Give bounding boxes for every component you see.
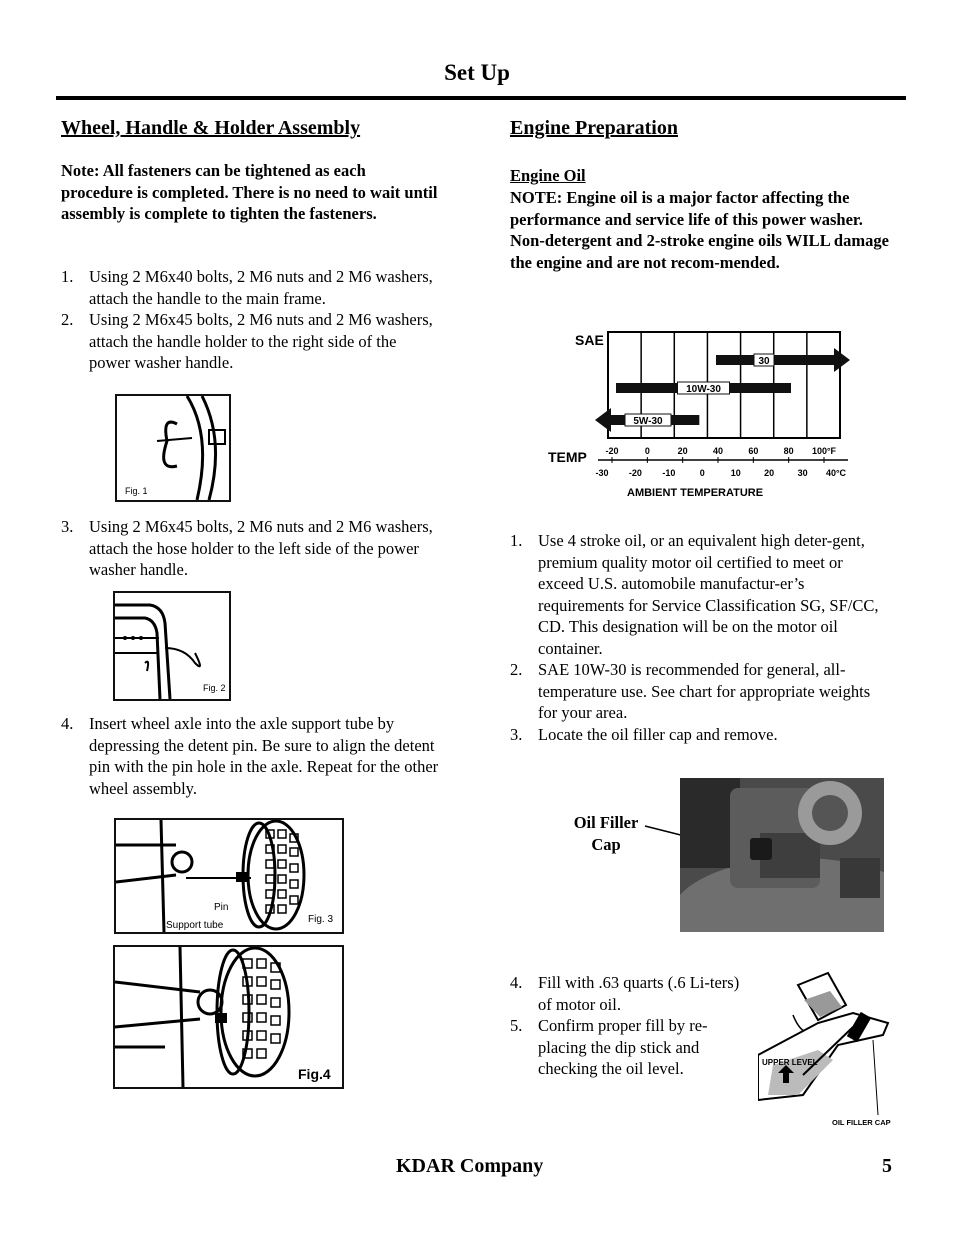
- dipstick-diagram: [758, 965, 898, 1135]
- right-heading: Engine Preparation: [510, 117, 678, 139]
- f-tick-label: 40: [712, 446, 724, 456]
- list-item: 2. Using 2 M6x45 bolts, 2 M6 nuts and 2 M6 washers, attach the handle holder to the right side of the power washer handle.: [61, 310, 433, 372]
- sae-bar-label: 10W-30: [686, 384, 721, 395]
- footer-company: KDAR Company: [396, 1155, 544, 1177]
- oil-filler-cap-dip-label: OIL FILLER CAP: [832, 1118, 891, 1127]
- c-tick-label: 20: [764, 468, 775, 478]
- chart-xlabel: AMBIENT TEMPERATURE: [627, 487, 764, 499]
- c-tick-label: 10: [730, 468, 741, 478]
- left-step-3: [61, 516, 439, 581]
- c-tick-label: 30: [797, 468, 808, 478]
- list-item: 4. Fill with .63 quarts (.6 Li-ters) of motor oil.: [510, 973, 740, 1014]
- list-item: 3. Locate the oil filler cap and remove.: [510, 724, 778, 744]
- temp-label: TEMP: [548, 449, 587, 465]
- figure-2: [113, 591, 231, 701]
- page-number: 5: [882, 1155, 892, 1177]
- f-tick-label: 100°F: [811, 446, 837, 456]
- c-tick-label: 0: [699, 468, 705, 478]
- sae-label: SAE: [575, 332, 604, 348]
- right-steps-4-5: [510, 972, 740, 1080]
- c-tick-label: -10: [662, 468, 676, 478]
- sae-chart-svg: [540, 320, 855, 510]
- c-tick-label: 40°C: [825, 468, 847, 478]
- f-tick-label: 0: [644, 446, 650, 456]
- figure-1: [115, 394, 231, 502]
- fig2-label: Fig. 2: [203, 683, 226, 693]
- fig3-label: Fig. 3: [308, 914, 334, 925]
- page-title: Set Up: [444, 60, 510, 85]
- fig4-label: Fig.4: [298, 1066, 331, 1082]
- f-tick-label: 60: [748, 446, 759, 456]
- engine-photo: [680, 778, 884, 932]
- fig3-pin-label: Pin: [214, 902, 229, 913]
- left-note: Note: All fasteners can be tightened as each procedure is completed. There is no need to wait until assembly is complete to tighten the fasteners.: [61, 161, 438, 223]
- list-item: 4. Insert wheel axle into the axle support tube by depressing the detent pin. Be sure to align the detent pin with the pin hole in the axle. Repeat for the other wheel assembly.: [61, 714, 439, 798]
- title-rule: [56, 96, 906, 100]
- left-heading: Wheel, Handle & Holder Assembly: [61, 117, 361, 139]
- left-step-4: [61, 713, 443, 799]
- f-tick-label: -20: [605, 446, 619, 456]
- engine-oil-subheading: Engine Oil: [510, 166, 586, 185]
- fig3-support-label: Support tube: [166, 920, 224, 931]
- list-item: 2. SAE 10W-30 is recommended for general, all-temperature use. See chart for appropriate weights for your area.: [510, 660, 871, 722]
- sae-arrow-right: [834, 348, 850, 372]
- sae-arrow-left: [595, 408, 611, 432]
- sae-chart: [540, 320, 855, 510]
- figure-3: [114, 818, 344, 934]
- list-item: 5. Confirm proper fill by re-placing the dip stick and checking the oil level.: [510, 1016, 708, 1078]
- c-tick-label: -20: [628, 468, 642, 478]
- f-tick-label: 80: [783, 446, 794, 456]
- c-tick-label: -30: [595, 468, 609, 478]
- right-steps-1-3: [510, 530, 892, 745]
- sae-bar-label: 5W-30: [633, 416, 663, 427]
- f-tick-label: 20: [677, 446, 688, 456]
- sae-bar: [716, 355, 836, 365]
- figure-4: [113, 945, 344, 1089]
- list-item: 1. Use 4 stroke oil, or an equivalent high deter-gent, premium quality motor oil certified to meet or exceed U.S. automobile manufactur-er’s requirements for Service Classification SG, SF/CC, CD. This designation will be on the motor oil container.: [510, 531, 879, 658]
- fig1-label: Fig. 1: [125, 486, 148, 496]
- list-item: 3. Using 2 M6x45 bolts, 2 M6 nuts and 2 M6 washers, attach the hose holder to the left side of the power washer handle.: [61, 517, 433, 579]
- engine-oil-note: NOTE: Engine oil is a major factor affecting the performance and service life of this power washer. Non-detergent and 2-stroke engine oils WILL damage the engine and are not recom-mended.: [510, 188, 889, 272]
- upper-level-label: UPPER LEVEL: [762, 1058, 818, 1067]
- oil-filler-cap-label: Oil Filler Cap: [573, 813, 639, 854]
- list-item: 1. Using 2 M6x40 bolts, 2 M6 nuts and 2 M6 washers, attach the handle to the main frame.: [61, 267, 433, 308]
- sae-bar-label: 30: [758, 356, 770, 367]
- left-steps-1-2: [61, 266, 439, 374]
